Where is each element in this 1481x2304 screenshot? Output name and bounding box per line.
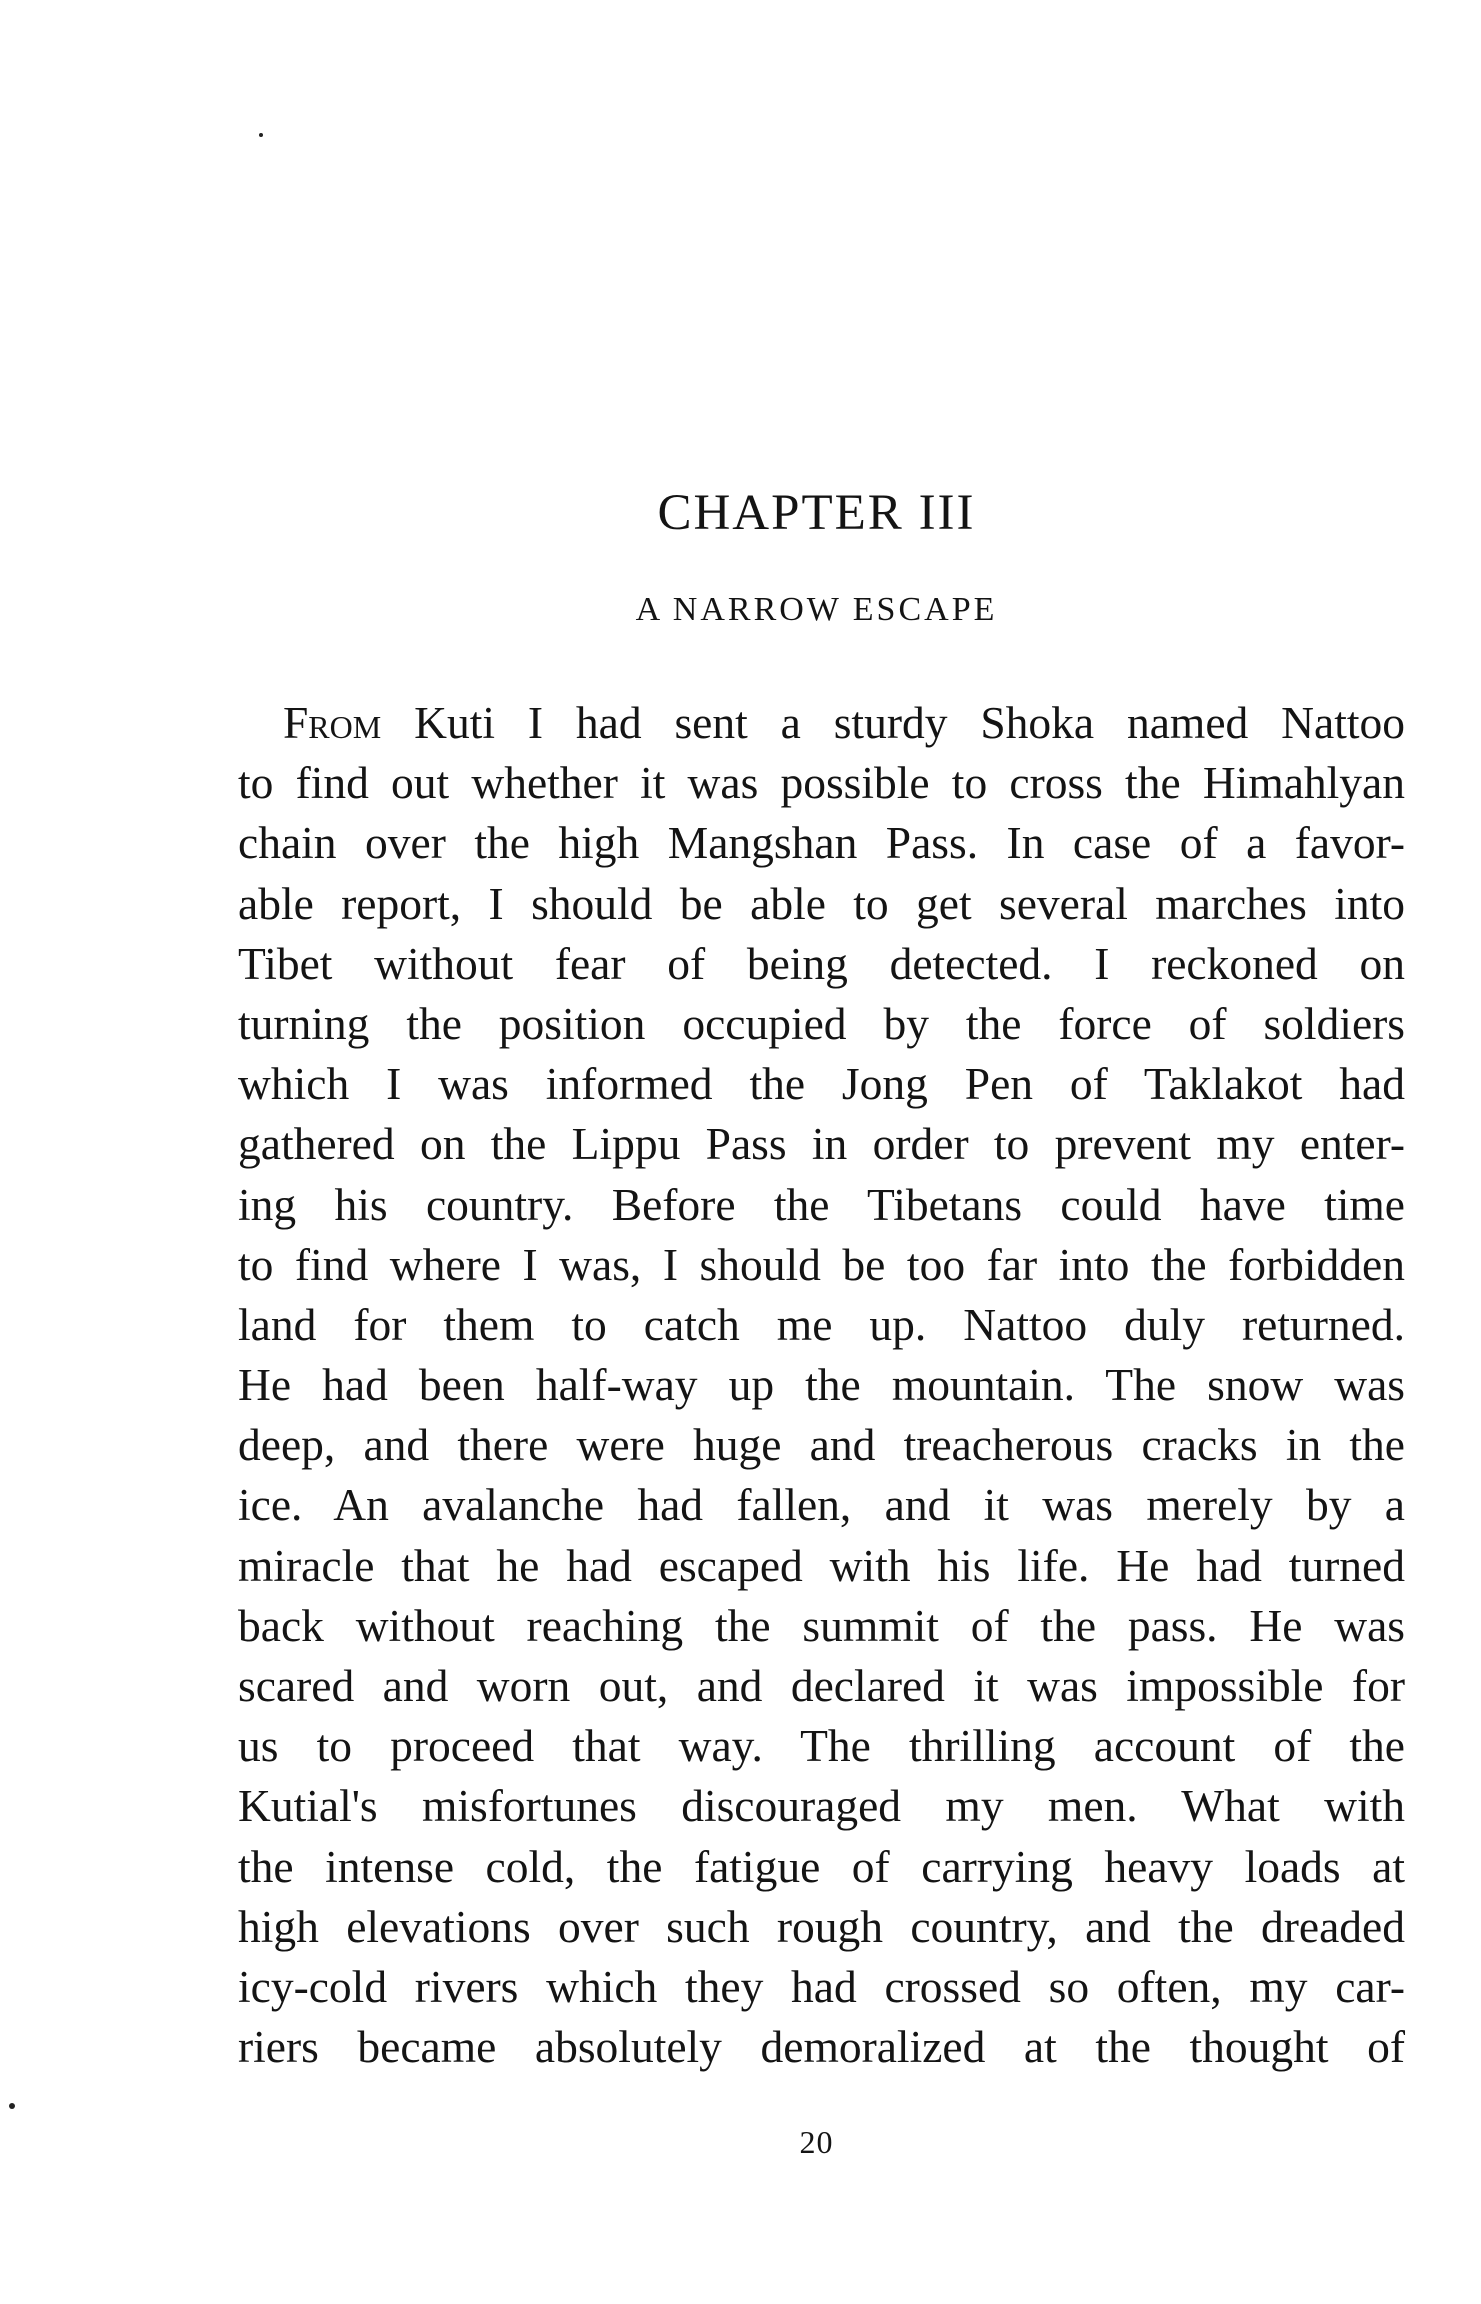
text-line: which I was informed the Jong Pen of Taklakot had (238, 1058, 1405, 1110)
chapter-subtitle: A NARROW ESCAPE (635, 591, 998, 628)
drop-word: From (283, 697, 382, 748)
text-line (238, 693, 1405, 753)
text-line: He had been half-way up the mountain. The snow was (238, 1359, 1405, 1411)
text-line: Tibet without fear of being detected. I reckoned on (238, 937, 1405, 989)
text-line: to find out whether it was possible to cross the Himahlyan (238, 757, 1405, 809)
text-line: back without reaching the summit of the pass. He was (238, 1599, 1405, 1651)
text-line: high elevations over such rough country, and the dreaded (238, 1900, 1405, 1952)
text-line: scared and worn out, and declared it was impossible for (238, 1660, 1405, 1711)
text-line: us to proceed that way. The thrilling account of the (238, 1720, 1405, 1772)
text-line: to find where I was, I should be too far into the forbidden (238, 1238, 1405, 1290)
text-line: the intense cold, the fatigue of carrying heavy loads at (238, 1840, 1405, 1892)
text-line: miracle that he had escaped with his life. He had turned (238, 1539, 1405, 1591)
text-line: Kutial's misfortunes discouraged my men. What with (238, 1780, 1405, 1832)
text-line-rest: Kuti I had sent a sturdy Shoka named Nattoo (381, 697, 1405, 748)
text-line: turning the position occupied by the force of soldiers (238, 997, 1405, 1049)
text-line: riers became absolutely demoralized at the thought of (238, 2021, 1405, 2073)
text-line: ice. An avalanche had fallen, and it was merely by a (238, 1479, 1405, 1531)
text-line: chain over the high Mangshan Pass. In case of a favor- (238, 817, 1405, 869)
body-text (238, 693, 1405, 2077)
chapter-title: CHAPTER III (657, 485, 976, 541)
text-line: deep, and there were huge and treacherous cracks in the (238, 1419, 1405, 1471)
text-line: ing his country. Before the Tibetans could have time (238, 1178, 1405, 1230)
page-number: 20 (799, 2124, 834, 2160)
text-line: land for them to catch me up. Nattoo duly returned. (238, 1298, 1405, 1350)
print-speck (9, 2103, 15, 2109)
print-speck (259, 133, 263, 137)
text-line: icy-cold rivers which they had crossed so often, my car- (238, 1960, 1405, 2012)
text-line: able report, I should be able to get several marches into (238, 877, 1405, 929)
text-line: gathered on the Lippu Pass in order to prevent my enter- (238, 1118, 1405, 1170)
